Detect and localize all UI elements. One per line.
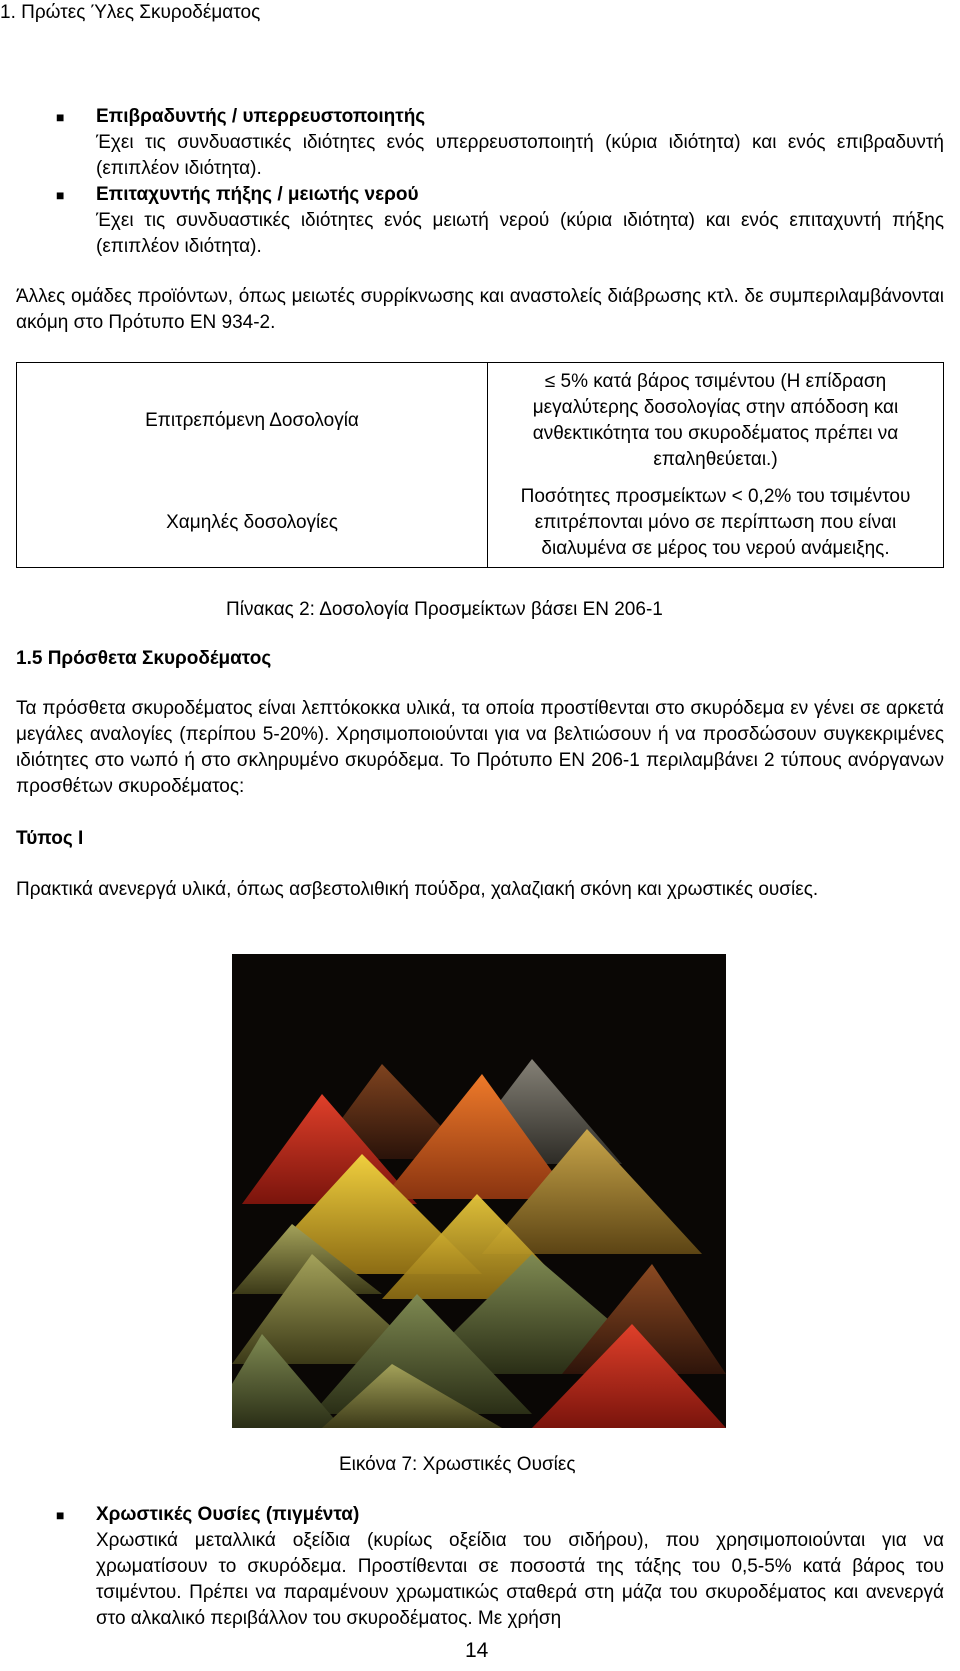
table-caption: Πίνακας 2: Δοσολογία Προσμείκτων βάσει EN 206-1: [226, 599, 663, 620]
bullet-text: Έχει τις συνδυαστικές ιδιότητες ενός υπερρευστοποιητή (κύρια ιδιότητα) και ενός επιβραδυντή (επιπλέον ιδιότητα).: [96, 132, 944, 179]
table-cell-value: ≤ 5% κατά βάρος τσιμέντου (Η επίδραση μεγαλύτερης δοσολογίας στην απόδοση και ανθεκτικότητα του σκυροδέματος πρέπει να επαληθεύεται.): [532, 371, 899, 471]
section-paragraph: Τα πρόσθετα σκυροδέματος είναι λεπτόκοκκα υλικά, τα οποία προστίθενται στο σκυρόδεμα εν γένει σε αρκετά μεγάλες αναλογίες (περίπου 5-20%). Χρησιμοποιούνται για να βελτιώσουν ή να προσδώσουν συγκεκριμένες ιδιότητες στο νωπό ή στο σκληρυμένο σκυρόδεμα. Το Πρότυπο EN 206-1 περιλαμβάνει 2 τύπους ανόργανων προσθέτων σκυροδέματος:: [16, 698, 944, 797]
bullet-text: Έχει τις συνδυαστικές ιδιότητες ενός μειωτή νερού (κύρια ιδιότητα) και ενός επιταχυντή πήξης (επιπλέον ιδιότητα).: [96, 210, 944, 257]
type-heading: Τύπος I: [16, 828, 84, 849]
bullet-text: Χρωστικά μεταλλικά οξείδια (κυρίως οξείδια του σιδήρου), που χρησιμοποιούνται για να χρωματίσουν το σκυρόδεμα. Προστίθενται σε ποσοστά της τάξης του 0,5-5% κατά βάρος του τσιμέντου. Πρέπει να παραμένουν χρωματικώς σταθερά στη μάζα του σκυροδέματος και ανενεργά στο αλκαλικό περιβάλλον του σκυροδέματος. Με χρήση: [96, 1530, 944, 1629]
pigment-piles-photo: [232, 954, 726, 1428]
bullet-list-admixtures: [56, 104, 944, 260]
pigment-piles-illustration: [232, 954, 726, 1428]
type-paragraph: Πρακτικά ανενεργά υλικά, όπως ασβεστολιθική πούδρα, χαλαζιακή σκόνη και χρωστικές ουσίες.: [16, 879, 819, 900]
table-row: [17, 480, 944, 568]
dosage-table: [16, 362, 944, 568]
table-cell-label: Χαμηλές δοσολογίες: [17, 480, 488, 568]
bullet-square-icon: ■: [56, 1507, 65, 1523]
bullet-item-accelerator: [56, 182, 944, 260]
bullet-item-pigments: [56, 1502, 944, 1632]
page-header: 1. Πρώτες Ύλες Σκυροδέματος: [0, 2, 261, 23]
table-cell-value: Ποσότητες προσμείκτων < 0,2% του τσιμέντου επιτρέπονται μόνο σε περίπτωση που είναι διαλυμένα σε μέρος του νερού ανάμειξης.: [520, 486, 911, 560]
bullet-item-retarder: [56, 104, 944, 182]
table-row: [17, 363, 944, 480]
page-number: 14: [465, 1639, 489, 1662]
bullet-title: Επιβραδυντής / υπερρευστοποιητής: [96, 106, 426, 127]
table-cell-label: Επιτρεπόμενη Δοσολογία: [17, 363, 488, 480]
bullet-square-icon: ■: [56, 187, 65, 203]
bullet-list-pigments: [56, 1502, 944, 1632]
bullet-title: Επιταχυντής πήξης / μειωτής νερού: [96, 184, 419, 205]
section-heading: 1.5 Πρόσθετα Σκυροδέματος: [16, 648, 272, 669]
bullet-square-icon: ■: [56, 109, 65, 125]
bullet-title: Χρωστικές Ουσίες (πιγμέντα): [96, 1504, 360, 1525]
figure-caption: Εικόνα 7: Χρωστικές Ουσίες: [339, 1454, 576, 1475]
paragraph-other-groups: Άλλες ομάδες προϊόντων, όπως μειωτές συρρίκνωσης και αναστολείς διάβρωσης κτλ. δε συμπεριλαμβάνονται ακόμη στο Πρότυπο EN 934-2.: [16, 286, 944, 333]
